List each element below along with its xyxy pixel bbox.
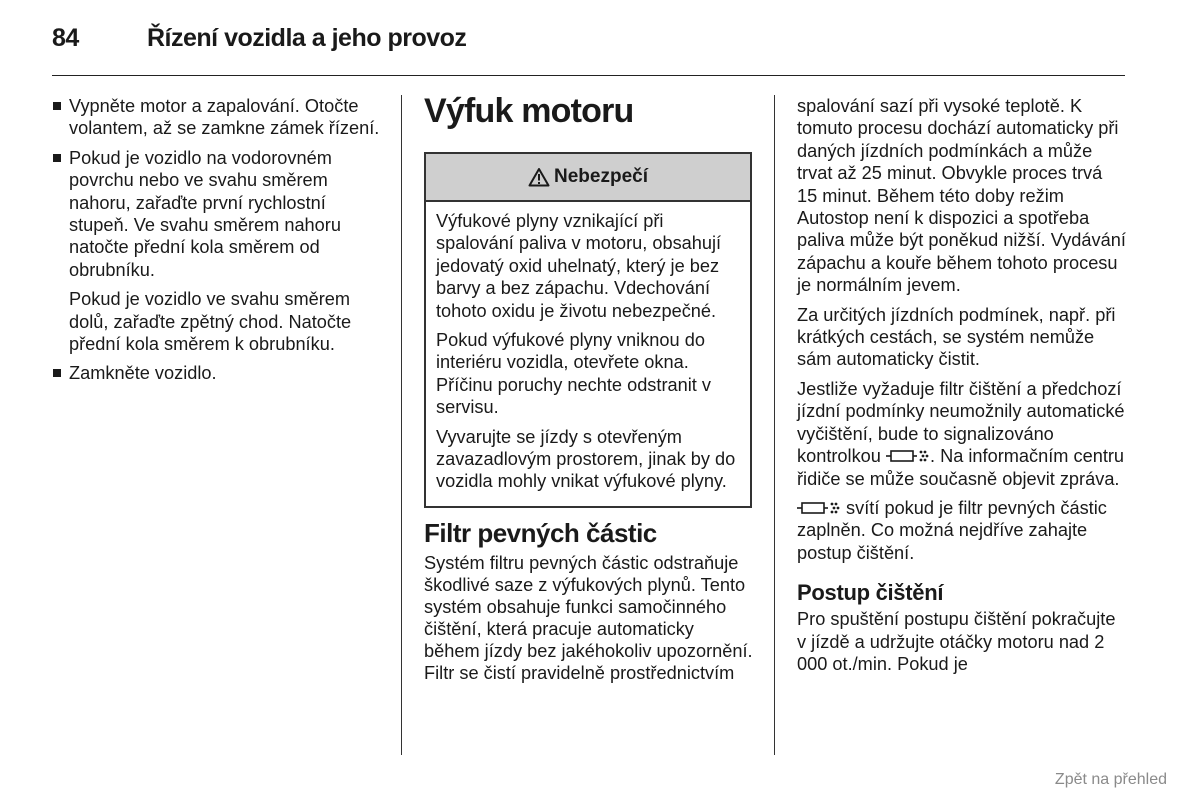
- list-item: Pokud je vozidlo na vodorovném povrchu nebo ve svahu směrem nahoru, zařaďte první rychlostní stupeň. Ve svahu směrem nahoru natočte přední kola směrem od obrubníku.: [52, 147, 390, 281]
- column-divider: [401, 95, 402, 755]
- back-to-overview-link[interactable]: Zpět na přehled: [1054, 771, 1167, 788]
- column-left: [52, 95, 390, 392]
- chapter-title: Řízení vozidla a jeho provoz: [147, 24, 467, 52]
- bullet-square-icon: [53, 154, 61, 162]
- danger-paragraph: Výfukové plyny vznikající při spalování paliva v motoru, obsahují jedovatý oxid uhelnatý, který je bez barvy a bez zápachu. Vdechování tohoto oxidu je životu nebezpečné.: [436, 211, 722, 321]
- subsection-text: Systém filtru pevných částic odstraňuje škodlivé saze z výfukových plynů. Tento systém obsahuje funkci samočinného čištění, která pracuje automaticky během jízdy bez jakéhokoliv upozornění. Filtr se čistí pravidelně prostřednictvím: [424, 552, 753, 683]
- header-rule: [52, 75, 1125, 76]
- list-item: Zamkněte vozidlo.: [52, 362, 390, 384]
- paragraph: Jestliže vyžaduje filtr čištění a předchozí jízdní podmínky neumožnily automatické vyčištění, bude to signalizováno kontrolkou . Na informačním centru řidiče se může současně objevit zpráva.: [797, 378, 1125, 489]
- bullet-square-icon: [53, 102, 61, 110]
- danger-paragraph: Vyvarujte se jízdy s otevřeným zavazadlovým prostorem, jinak by do vozidla mohly vnikat výfukové plyny.: [436, 426, 736, 492]
- paragraph: Pro spuštění postupu čištění pokračujte v jízdě a udržujte otáčky motoru nad 2 000 ot./min. Pokud je: [797, 609, 1116, 674]
- warning-triangle-icon: [528, 167, 550, 187]
- danger-header: [426, 154, 750, 202]
- paragraph: svítí pokud je filtr pevných částic zaplněn. Co možná nejdříve zahajte postup čištění.: [797, 497, 1107, 563]
- list-item: Vypněte motor a zapalování. Otočte volantem, až se zamkne zámek řízení.: [52, 95, 390, 140]
- column-divider: [774, 95, 775, 755]
- danger-heading: Nebezpečí: [554, 165, 648, 187]
- danger-paragraph: Pokud výfukové plyny vniknou do interiéru vozidla, otevřete okna. Příčinu poruchy nechte odstranit v servisu.: [436, 330, 711, 418]
- paragraph: spalování sazí při vysoké teplotě. K tomuto procesu dochází automaticky při daných jízdních podmínkách a může trvat až 25 minut. Obvykle proces trvá 15 minut. Během této doby režim Autostop není k dispozici a spotřeba paliva může být poněkud nižší. Vydávání zápachu a kouře během tohoto procesu je normálním jevem.: [797, 96, 1126, 296]
- instruction-list: [52, 95, 390, 281]
- paragraph: Za určitých jízdních podmínek, např. při krátkých cestách, se systém nemůže sám automaticky čistit.: [797, 304, 1116, 370]
- indented-paragraph: Pokud je vozidlo ve svahu směrem dolů, zařaďte zpětný chod. Natočte přední kola směrem k obrubníku.: [69, 289, 352, 355]
- column-middle: [424, 90, 754, 691]
- particle-filter-lamp-icon: [886, 448, 930, 464]
- bullet-square-icon: [53, 369, 61, 377]
- section-title: Výfuk motoru: [424, 92, 634, 130]
- instruction-list-end: [52, 362, 390, 384]
- danger-box: [424, 152, 752, 508]
- particle-filter-lamp-icon: [797, 500, 841, 516]
- subsection-title: Filtr pevných částic: [424, 517, 657, 548]
- page-number: 84: [52, 24, 79, 52]
- column-right: [797, 95, 1127, 682]
- subheading: Postup čištění: [797, 580, 944, 606]
- danger-body: [426, 202, 750, 506]
